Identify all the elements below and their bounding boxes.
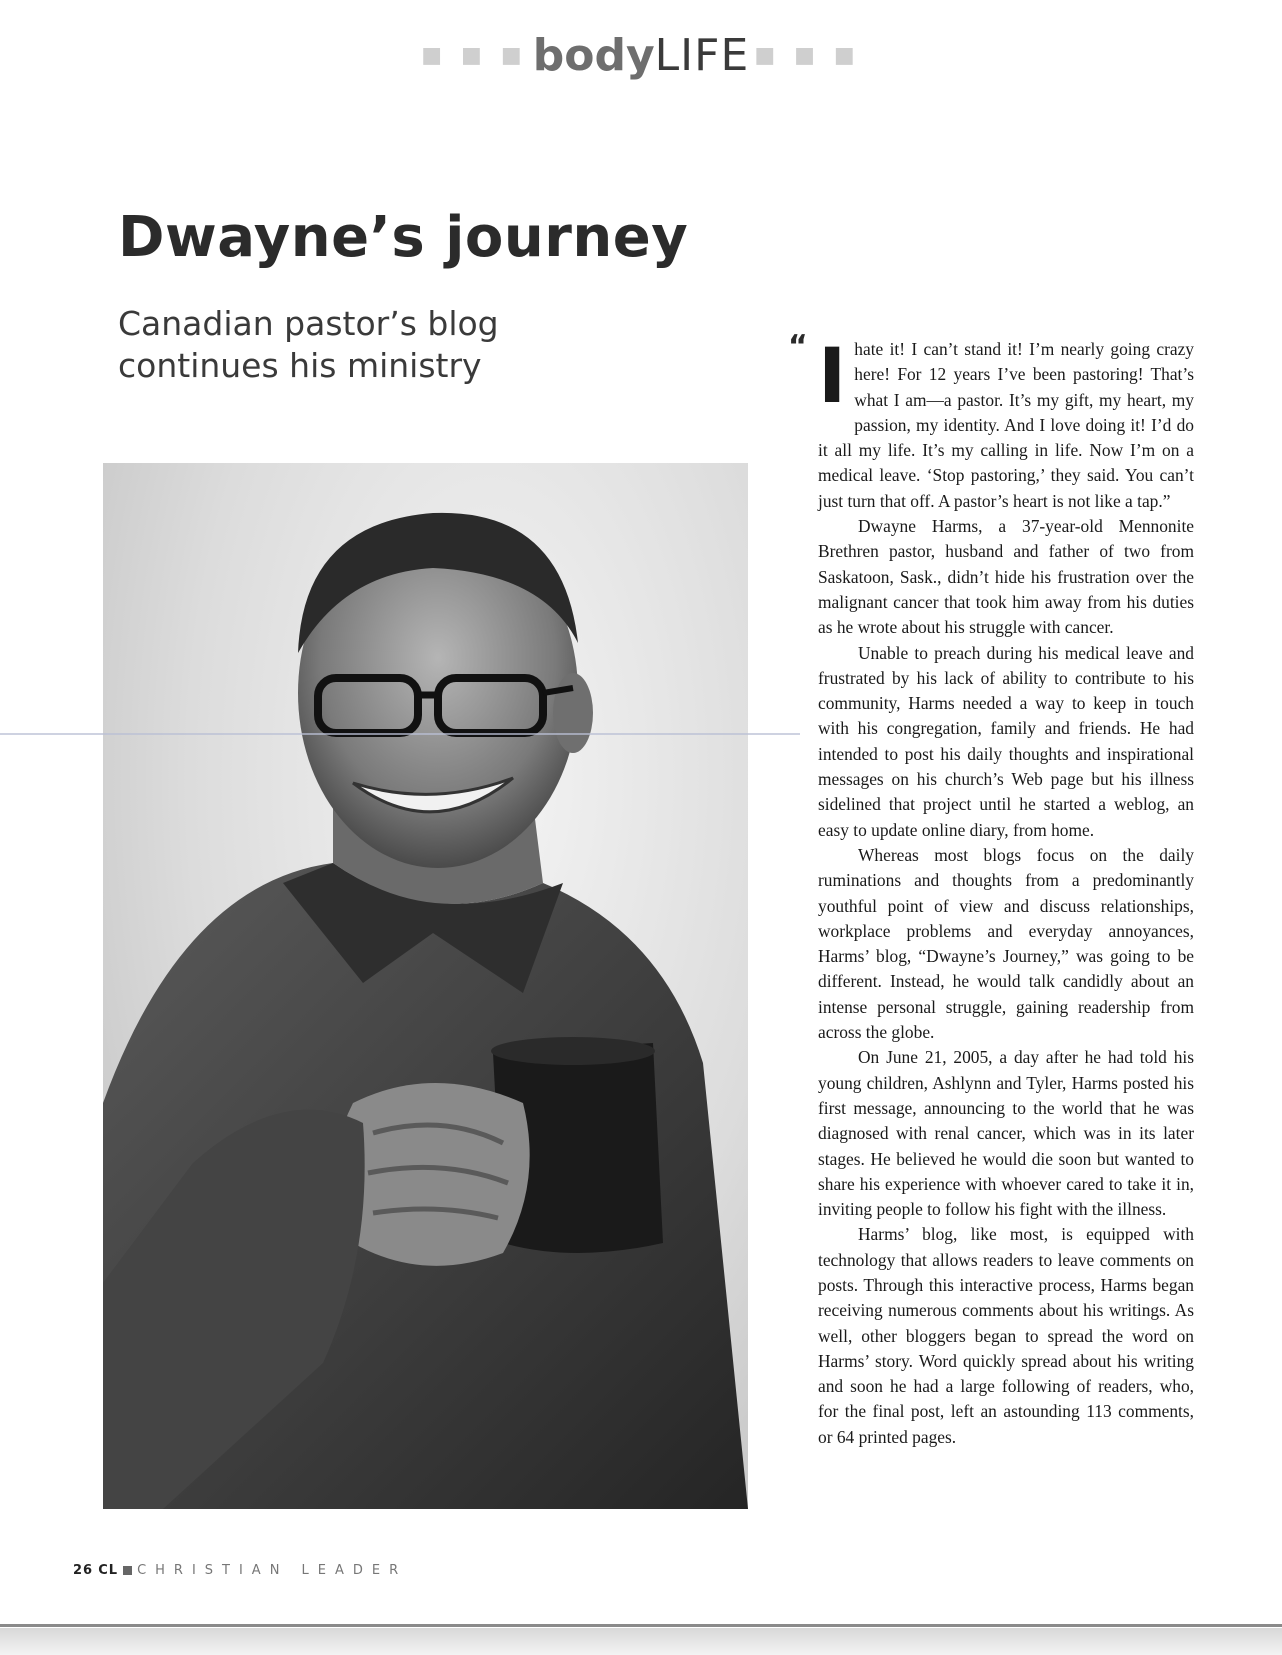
article-paragraph-6: Harms’ blog, like most, is equipped with technology that allows readers to leave comments on posts. Through this interactive process, Harms began receiving numerous comments about his writings. As well, other bloggers began to spread the word on Harms’ story. Word quickly spread about his writing and soon he had a large following of readers, who, for the final post, left an astounding 113 comments, or 64 printed pages.	[818, 1224, 1194, 1447]
article-paragraph-5: On June 21, 2005, a day after he had told his young children, Ashlynn and Tyler, Harms posted his first message, announcing to the world that he was diagnosed with renal cancer, which was in its later stages. He believed he would die soon but wanted to share his experience with whoever cared to take it in, inviting people to follow his fight with the illness.	[818, 1047, 1194, 1220]
header-dots-right: ■ ■ ■	[754, 43, 861, 68]
quote-mark: “	[788, 329, 808, 364]
article-paragraph-4: Whereas most blogs focus on the daily ruminations and thoughts from a predominantly youthful point of view and discuss relationships, workplace problems and everyday annoyances, Harms’ blog, “Dwayne’s Journey,” was going to be different. Instead, he would talk candidly about an intense personal struggle, gaining readership from across the globe.	[818, 844, 1194, 1043]
article-title: Dwayne’s journey	[118, 205, 689, 270]
header-body-word: body	[532, 30, 655, 81]
article-subtitle	[118, 303, 638, 387]
page-number: 26	[73, 1563, 94, 1578]
paragraph-1-text: hate it! I can’t stand it! I’m nearly going crazy here! For 12 years I’ve been pastoring! That’s what I am—a pastor. It’s my gift, my heart, my passion, my identity. And I love doing it! I’d do it all my life. It’s my calling in life. Now I’m on a medical leave. ‘Stop pastoring,’ they said. You can’t just turn that off. A pastor’s heart is not like a tap.”	[818, 339, 1194, 511]
portrait-photo	[103, 463, 748, 1509]
magazine-abbrev: CL	[98, 1563, 119, 1578]
subtitle-line-2: continues his ministry	[118, 346, 482, 385]
subtitle-line-1: Canadian pastor’s blog	[118, 304, 499, 343]
header-life-word: LIFE	[654, 30, 750, 81]
article-body	[818, 331, 1194, 1450]
page-fold-line	[0, 733, 800, 735]
portrait-illustration	[103, 463, 748, 1509]
magazine-name: CHRISTIAN LEADER	[137, 1563, 408, 1578]
bottom-rule	[0, 1624, 1282, 1627]
header-dots-left: ■ ■ ■	[421, 43, 528, 68]
article-paragraph-2: Dwayne Harms, a 37-year-old Mennonite Brethren pastor, husband and father of two from Saskatoon, Sask., didn’t hide his frustration over the malignant cancer that took him away from his duties as he wrote about his struggle with cancer.	[818, 516, 1194, 638]
section-header	[0, 30, 1282, 90]
article-paragraph-1	[818, 331, 1194, 514]
page-footer	[73, 1563, 407, 1578]
bottom-scan-shadow	[0, 1628, 1282, 1655]
drop-cap: I	[818, 331, 847, 420]
article-paragraph-3: Unable to preach during his medical leave and frustrated by his lack of ability to contribute to his community, Harms needed a way to keep in touch with his congregation, family and friends. He had intended to post his daily thoughts and inspirational messages on his church’s Web page but his illness sidelined that project until he started a weblog, an easy to update online diary, from home.	[818, 642, 1194, 840]
footer-square-icon	[123, 1566, 132, 1575]
